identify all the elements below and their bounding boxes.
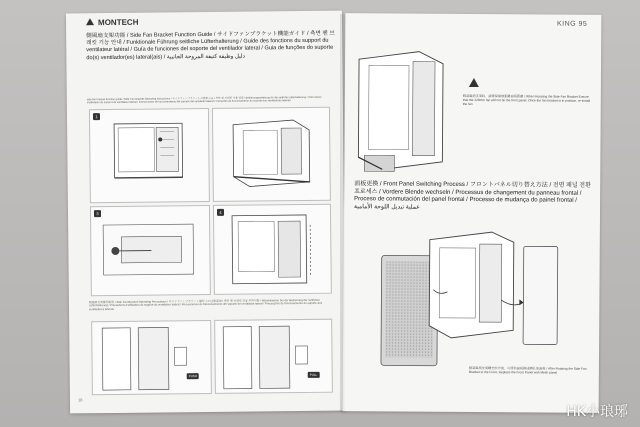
- step-number: 3: [94, 210, 101, 217]
- step-4-illustration: [213, 204, 332, 295]
- case-diagram-1: [90, 109, 209, 202]
- manual-left-page: [66, 11, 346, 414]
- section2-title: 側風扇支架操作說明 / Side Fan Bracket Operating Precautions / サイドファンブラケット操作上の注意事項 / 측면 팬 브래킷 작동 주의사항 / Warnhinweise bei der Bedienung der seitlichen Lüfterhalterung / Précautions d'utilisation du support du ventilateur latéral / Precauciones de funcionamiento del soporte del ventilador lateral / Precauções de funcionamento do suporte dos ventiladores laterais: [88, 297, 323, 312]
- model-name: KING 95: [556, 20, 588, 28]
- section-title-function-guide: 側風扇支架功能 / Side Fan Bracket Function Guide / サイドファンブラケット機能ガイド / 측면 팬 브래킷 기능 안내 / Funktionale Führung seitliche Lüfterhalterung / Guide des fonctions du support du ventilateur latéral / Guía de funciones del soporte del ventilador lateral / Guia de funções do suporte do(s) ventilador(es) lateral(ais) / دليل وظيفة كتيفة المروحة الجانبية: [86, 30, 335, 61]
- case-bracket-diagram: [348, 41, 449, 182]
- front-panel-caption: 側裝風扇支架轉至前方後，可將前面板換成網孔前面板 / After Rotating the Side Fan Bracket to the Front, Replace the Front Panel with Mesh panel: [468, 365, 587, 375]
- bracket-detail-diagram: [91, 206, 210, 295]
- precaution-push-illustration: [91, 320, 212, 395]
- montech-logo-icon: [86, 18, 94, 25]
- case-diagram-4: [214, 205, 331, 294]
- brand-name: MONTECH: [97, 17, 139, 28]
- step-3-illustration: [90, 205, 211, 296]
- manual-right-page: [343, 13, 602, 413]
- step-2-illustration: [212, 107, 331, 202]
- push-diagram: [92, 321, 211, 394]
- pull-tag: PULL: [308, 372, 320, 378]
- step-1-illustration: [89, 108, 210, 203]
- precaution-pull-illustration: [214, 319, 333, 394]
- pull-diagram: [215, 320, 332, 393]
- book-spine-shadow: [340, 14, 348, 412]
- step-number: 1: [93, 113, 100, 120]
- page-number: 18: [77, 397, 83, 403]
- section-title-front-panel: 面板更換 / Front Panel Switching Process / フロントパネル切り替え方法 / 전면 패널 전환 프로세스 / Vordere Blende wechseln / Processus de changement du panneau frontal / Proceso de conmutación del panel frontal / Processo de mudança do painel frontal / عملية تبديل اللوحة الأمامية: [354, 181, 591, 211]
- watermark: HK小琅琊: [566, 404, 628, 420]
- section-subtitle: side fan bracket function guide / Side Fan Bracket Operating Instructions / サイドファンブラケットの使用方法 / 측면 팬 브래킷 사용 방법 / Bedienungsanleitung für die seitliche Lüfterhalterung / Instructions d'utilisation du support du ventilateur latéral / Instrucciones de funcionamiento del soporte del ventilador lateral / Instruções de funcionamento do suporte dos ventiladores laterais: [86, 95, 322, 105]
- front-panel-switch-diagram: [373, 221, 564, 372]
- warning-icon: [469, 78, 479, 87]
- push-tag: PUSH: [187, 373, 199, 379]
- case-diagram-2: [213, 108, 330, 201]
- warning-text: 側裝風扇支架時，請確保風扇距離面板距離 / When Rotating the Side Fan Bracket Ensure that the 120mm fan will not hit the front panel. Once the fan bracket is in position, re-install the fan: [462, 93, 591, 107]
- step-number: 4: [217, 209, 224, 216]
